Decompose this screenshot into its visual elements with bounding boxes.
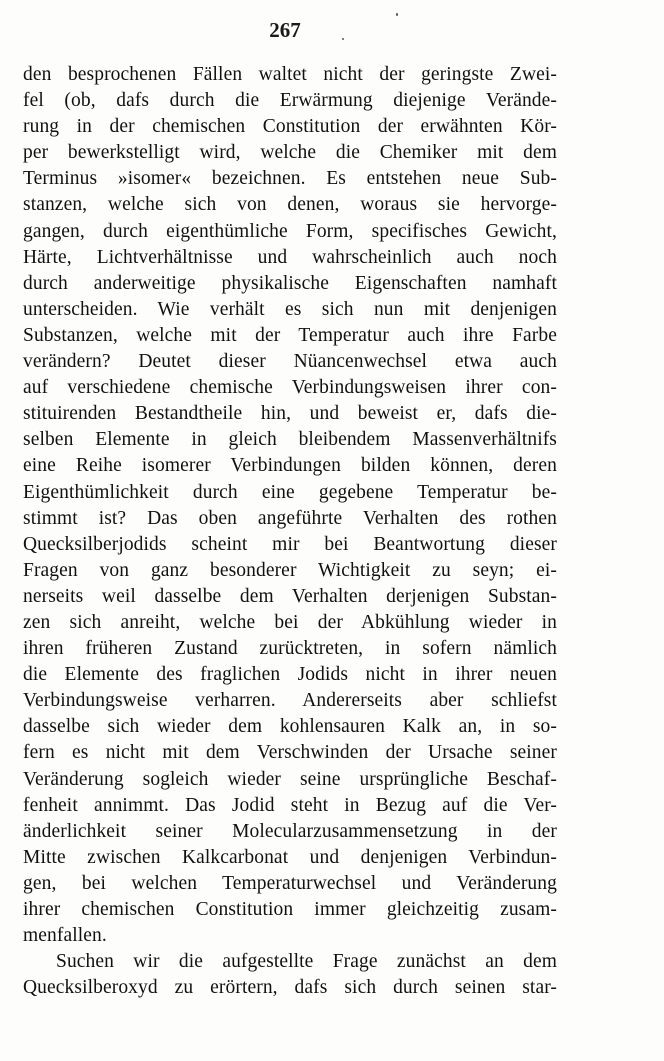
text-line: Verbindungsweise verharren. Andererseits aber schliefst (23, 690, 557, 712)
text-line: fel (ob, dafs durch die Erwärmung diejenige Verände- (23, 90, 557, 112)
text-line: gen, bei welchen Temperaturwechsel und Veränderung (23, 872, 557, 894)
text-line: eine Reihe isomerer Verbindungen bilden können, deren (23, 455, 557, 477)
text-line: Quecksilberoxyd zu erörtern, dafs sich durch seinen star- (23, 977, 557, 999)
text-line: Veränderung sogleich wieder seine ursprüngliche Beschaf- (23, 768, 557, 790)
text-line: selben Elemente in gleich bleibendem Massenverhältnifs (23, 429, 557, 451)
text-line: unterscheiden. Wie verhält es sich nun mit denjenigen (23, 298, 557, 320)
scan-speck (342, 38, 344, 40)
body-text (23, 62, 557, 1001)
text-line: per bewerkstelligt wird, welche die Chemiker mit dem (23, 142, 557, 164)
text-line: rung in der chemischen Constitution der erwähnten Kör- (23, 116, 557, 138)
text-line: ihrer chemischen Constitution immer gleichzeitig zusam- (23, 899, 557, 920)
text-line: nerseits weil dasselbe dem Verhalten derjenigen Substan- (23, 585, 557, 607)
text-line: dasselbe sich wieder dem kohlensauren Kalk an, in so- (23, 716, 557, 738)
text-line: fenheit annimmt. Das Jodid steht in Bezug auf die Ver- (23, 794, 557, 816)
text-line: auf verschiedene chemische Verbindungsweisen ihrer con- (23, 377, 557, 399)
text-line: Terminus »isomer« bezeichnen. Es entstehen neue Sub- (23, 168, 557, 190)
text-line: Eigenthümlichkeit durch eine gegebene Temperatur be- (23, 481, 557, 503)
text-line: stimmt ist? Das oben angeführte Verhalten des rothen (23, 507, 557, 529)
paragraph-start-line: Suchen wir die aufgestellte Frage zunächst an dem (56, 951, 557, 973)
text-line: gangen, durch eigenthümliche Form, specifisches Gewicht, (23, 220, 557, 242)
text-line: zen sich anreiht, welche bei der Abkühlung wieder in (23, 611, 557, 633)
text-line: ihren früheren Zustand zurücktreten, in sofern nämlich (23, 638, 557, 660)
text-line: Quecksilberjodids scheint mir bei Beantwortung dieser (23, 533, 557, 555)
page-number: 267 (269, 18, 301, 42)
text-line: Mitte zwischen Kalkcarbonat und denjenigen Verbindun- (23, 846, 557, 868)
text-line: stanzen, welche sich von denen, woraus sie hervorge- (23, 194, 557, 216)
text-line: Substanzen, welche mit der Temperatur auch ihre Farbe (23, 324, 557, 346)
text-line: stituirenden Bestandtheile hin, und beweist er, dafs die- (23, 403, 557, 425)
text-line: Fragen von ganz besonderer Wichtigkeit zu seyn; ei- (23, 559, 557, 581)
scan-speck (396, 13, 398, 16)
text-line: den besprochenen Fällen waltet nicht der geringste Zwei- (23, 64, 557, 85)
text-line: durch anderweitige physikalische Eigenschaften namhaft (23, 272, 557, 294)
text-line: Härte, Lichtverhältnisse und wahrscheinlich auch noch (23, 246, 557, 268)
text-line: verändern? Deutet dieser Nüancenwechsel etwa auch (23, 351, 557, 373)
text-line: fern es nicht mit dem Verschwinden der Ursache seiner (23, 742, 557, 764)
text-line: die Elemente des fraglichen Jodids nicht in ihrer neuen (23, 664, 557, 686)
paragraph-end-line: menfallen. (23, 925, 107, 947)
text-line: änderlichkeit seiner Molecularzusammensetzung in der (23, 820, 557, 842)
